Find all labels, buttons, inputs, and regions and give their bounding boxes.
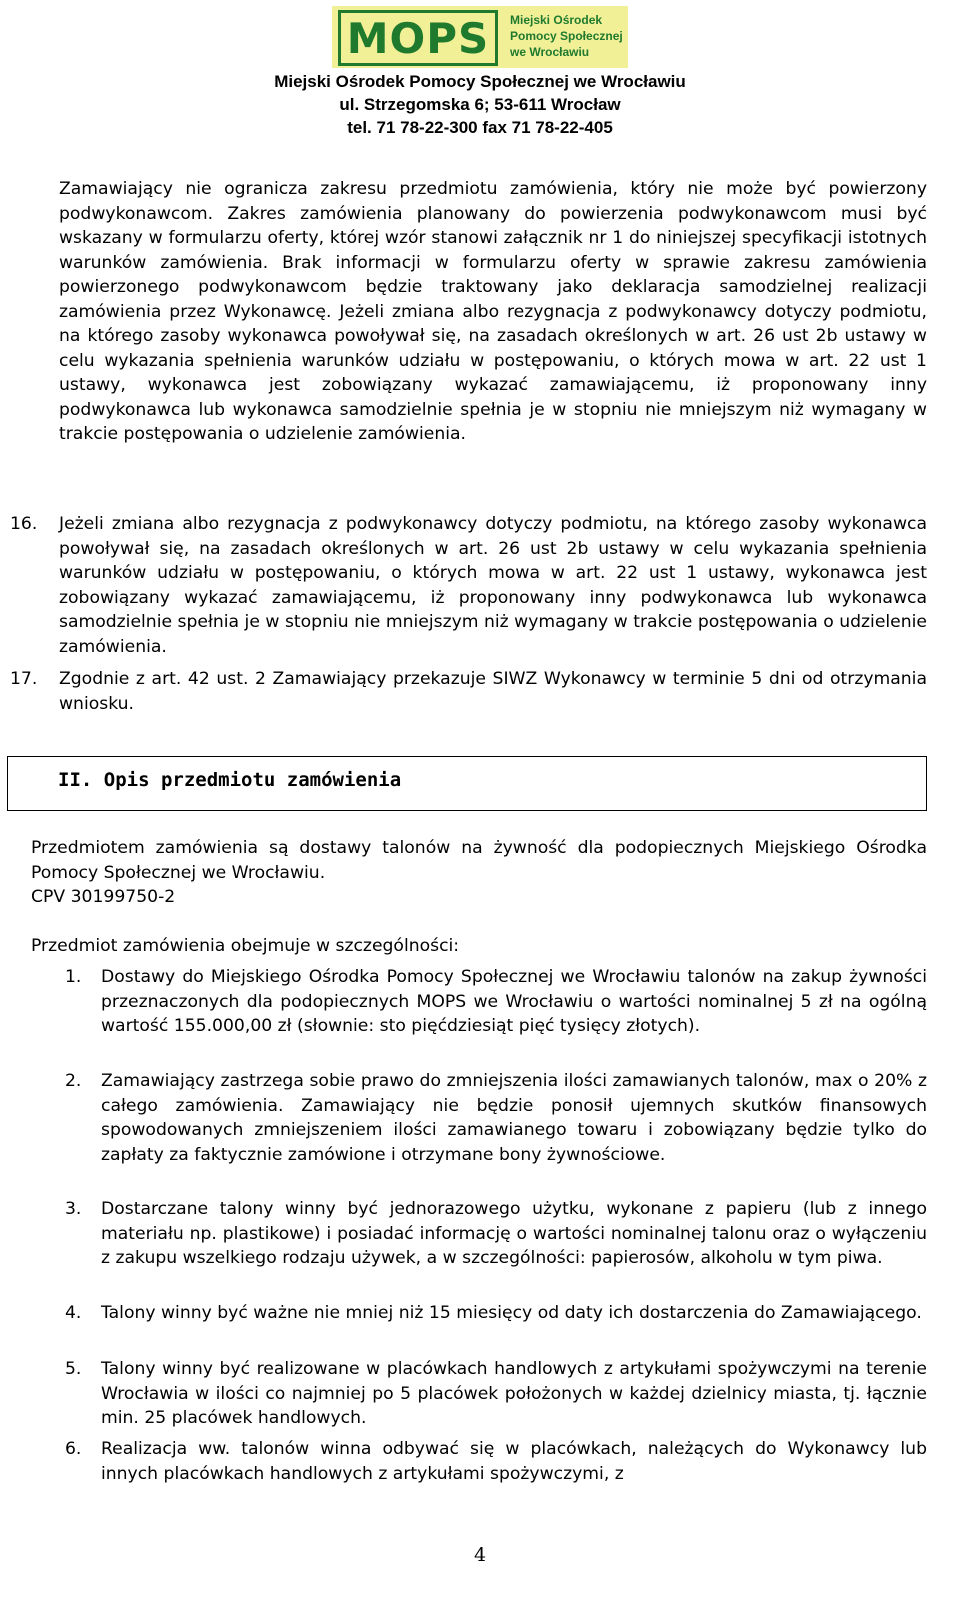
scope-item-2 (65, 1069, 927, 1167)
list-item-text: Zgodnie z art. 42 ust. 2 Zamawiający przekazuje SIWZ Wykonawcy w terminie 5 dni od otrzymania wniosku. (59, 669, 927, 714)
list-item-number: 3. (65, 1199, 82, 1219)
section-heading-box (7, 756, 927, 811)
scope-item-4 (65, 1301, 927, 1326)
institution-address: ul. Strzegomska 6; 53-611 Wrocław (339, 95, 621, 114)
spacer (31, 910, 927, 935)
logo-word: MOPS (346, 14, 490, 63)
scope-item-5 (65, 1357, 927, 1431)
list-item-number: 5. (65, 1359, 82, 1379)
letterhead (0, 6, 960, 137)
list-item-17 (0, 667, 927, 716)
scope-item-1 (65, 965, 927, 1039)
scope-item-3 (65, 1197, 927, 1271)
list-item-number: 1. (65, 967, 82, 987)
list-item-text: Jeżeli zmiana albo rezygnacja z podwykonawcy dotyczy podmiotu, na którego zasoby wykonawca powoływał się, na zasadach określonych w art. 26 ust 2b ustawy w celu wykazania spełnienia warunków udziału w postępowaniu, o których mowa w art. 22 ust 1 ustawy, wykonawca jest zobowiązany wykazać zamawiającemu, iż proponowany inny podwykonawca lub wykonawca samodzielnie spełnia je w stopniu nie mniejszym niż wymagany w trakcie postępowania o udzielenie zamówienia. (59, 514, 927, 657)
logo-emblem (338, 10, 498, 66)
logo-caption (510, 12, 623, 60)
section-intro-list-lead: Przedmiot zamówienia obejmuje w szczególności: (31, 936, 460, 956)
mops-logo (332, 6, 628, 68)
logo-caption-line: Miejski Ośrodek (510, 13, 603, 27)
paragraph-subcontractors: Zamawiający nie ogranicza zakresu przedmiotu zamówienia, który nie może być powierzony podwykonawcom. Zakres zamówienia planowany do powierzenia podwykonawcom musi być wskazany w formularzu oferty, której wzór stanowi załącznik nr 1 do niniejszej specyfikacji istotnych warunków zamówienia. Brak informacji w formularzu oferty w sprawie zakresu zamówienia powierzonego podwykonawcom będzie traktowany jako deklaracja samodzielnej realizacji zamówienia przez Wykonawcę. Jeżeli zmiana albo rezygnacja z podwykonawcy dotyczy podmiotu, na którego zasoby wykonawca powoływał się, na zasadach określonych w art. 26 ust 2b ustawy w celu wykazania spełnienia warunków udziału w postępowaniu, o których mowa w art. 22 ust 1 ustawy, wykonawca jest zobowiązany wykazać zamawiającemu, iż proponowany inny podwykonawca lub wykonawca samodzielnie spełnia je w stopniu nie mniejszym niż wymagany w trakcie postępowania o udzielenie zamówienia. (59, 179, 927, 444)
page-number: 4 (473, 1544, 487, 1566)
logo-caption-line: we Wrocławiu (510, 45, 590, 59)
section-title: II. Opis przedmiotu zamówienia (58, 769, 402, 791)
logo-caption-line: Pomocy Społecznej (510, 29, 623, 43)
list-item-text: Zamawiający zastrzega sobie prawo do zmniejszenia ilości zamawianych talonów, max o 20% z całego zamówienia. Zamawiający nie będzie ponosił ujemnych skutków finansowych spowodowanych zmniejszeniem ilości zamawianego towaru i zobowiązany będzie tylko do zapłaty za faktycznie zamówione i otrzymane bony żywnościowe. (101, 1071, 927, 1165)
list-item-number: 4. (65, 1303, 82, 1323)
cpv-code: CPV 30199750-2 (31, 887, 176, 907)
list-item-number: 2. (65, 1071, 82, 1091)
list-item-text: Dostarczane talony winny być jednorazowego użytku, wykonane z papieru (lub z innego materiału np. plastikowe) i posiadać informację o wartości nominalnej talonu oraz o wyłączeniu z zakupu wszelkiego rodzaju używek, a w szczególności: papierosów, alkoholu w tym piwa. (101, 1199, 927, 1268)
list-item-text: Talony winny być ważne nie mniej niż 15 miesięcy od daty ich dostarczenia do Zamawiającego. (101, 1303, 922, 1323)
list-item-number: 16. (10, 514, 38, 534)
list-item-number: 6. (65, 1439, 82, 1459)
list-item-text: Talony winny być realizowane w placówkach handlowych z artykułami spożywczymi na terenie Wrocławia w ilości co najmniej po 5 placówek położonych w każdej dzielnicy miasta, tj. łącznie min. 25 placówek handlowych. (101, 1359, 927, 1428)
list-item-text: Realizacja ww. talonów winna odbywać się w placówkach, należących do Wykonawcy lub innych placówkach handlowych z artykułami spożywczymi, z (101, 1439, 927, 1484)
list-item-16 (0, 512, 927, 659)
list-item-text: Dostawy do Miejskiego Ośrodka Pomocy Społecznej we Wrocławiu talonów na zakup żywności przeznaczonych dla podopiecznych MOPS we Wrocławiu o wartości nominalnej 5 zł na ogólną wartość 155.000,00 zł (słownie: sto pięćdziesiąt pięć tysięcy złotych). (101, 967, 927, 1036)
section-intro (31, 836, 927, 959)
institution-phone: tel. 71 78-22-300 fax 71 78-22-405 (347, 118, 613, 137)
list-item-number: 17. (10, 669, 38, 689)
section-intro-text: Przedmiotem zamówienia są dostawy talonów na żywność dla podopiecznych Miejskiego Ośrodka Pomocy Społecznej we Wrocławiu. (31, 838, 927, 883)
institution-name: Miejski Ośrodek Pomocy Społecznej we Wrocławiu (274, 72, 686, 91)
scope-item-6 (65, 1437, 927, 1486)
